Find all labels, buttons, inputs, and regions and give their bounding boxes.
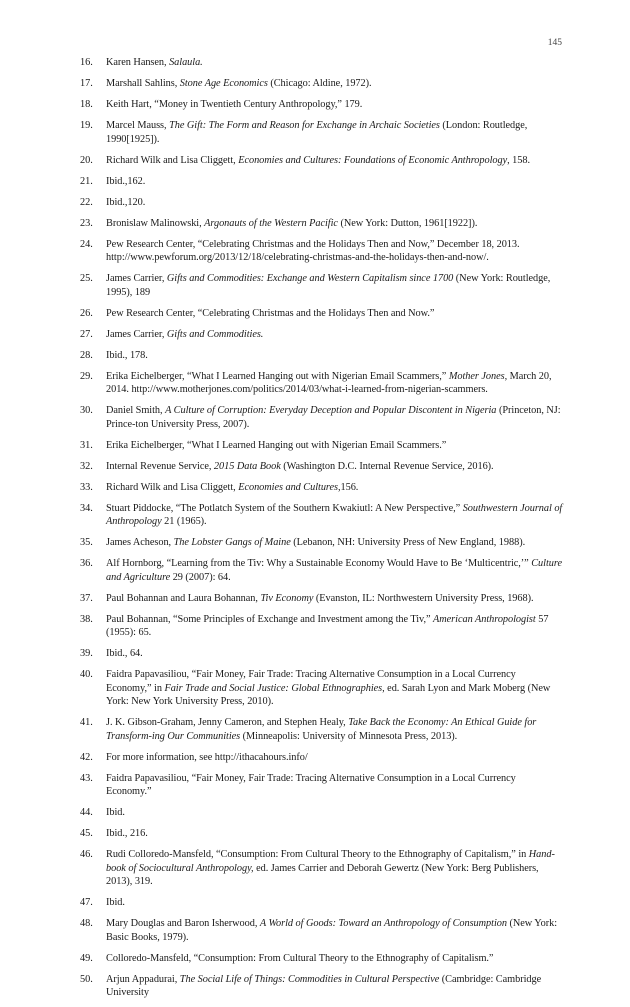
endnote-number: 48.	[80, 918, 93, 929]
endnote-item	[80, 827, 563, 841]
endnote-text	[106, 350, 148, 361]
page-number: 145	[547, 38, 562, 48]
endnote-text	[106, 503, 562, 528]
endnote-title-italic: A World of Goods: Toward an Anthropology of Consumption	[259, 918, 507, 929]
endnote-number: 28.	[80, 349, 93, 361]
endnote-text-segment: Stuart Piddocke, “The Potlatch System of the Southern Kwakiutl: A New Perspective,”	[106, 502, 463, 514]
endnote-text-segment: J. K. Gibson-Graham, Jenny Cameron, and Stephen Healy,	[106, 717, 349, 728]
endnote-text	[106, 218, 477, 229]
endnote-text-segment: Marcel Mauss,	[106, 120, 170, 131]
endnote-text	[106, 197, 145, 208]
endnote-text	[106, 773, 516, 798]
endnote-text	[106, 807, 125, 818]
endnote-item	[80, 439, 563, 453]
endnote-text-segment: Paul Bohannan and Laura Bohannan,	[106, 592, 261, 604]
endnote-item	[80, 647, 563, 661]
endnote-text	[106, 897, 125, 908]
endnote-text	[106, 558, 562, 583]
endnote-text-segment: ed. James Carrier and Deborah Gewertz (New York: Berg Publishers, 2013), 319.	[106, 862, 539, 887]
endnote-number: 19.	[80, 120, 93, 131]
endnote-text-segment: (London: Routledge, 1990[1925]).	[106, 120, 528, 145]
endnote-item	[80, 481, 563, 495]
endnote-number: 18.	[80, 99, 93, 110]
endnote-item	[80, 973, 563, 1000]
endnote-item	[80, 307, 563, 321]
endnote-text-segment: Ibid., 216.	[106, 828, 148, 839]
endnote-text-segment: Mary Douglas and Baron Isherwood,	[106, 918, 260, 929]
endnote-text-segment: Arjun Appadurai,	[106, 973, 180, 985]
endnote-item	[80, 238, 563, 265]
endnote-text-segment: 156.	[340, 481, 359, 493]
endnote-number: 26.	[80, 307, 93, 319]
endnote-title-italic: Mother Jones,	[448, 370, 508, 382]
endnote-text	[106, 176, 145, 187]
endnote-text	[106, 482, 358, 493]
endnote-text-segment: Internal Revenue Service,	[106, 460, 214, 472]
endnote-number: 23.	[80, 217, 93, 229]
endnote-title-italic: Fair Trade and Social Justice: Global Ethnographies,	[164, 682, 385, 694]
endnote-text-segment: Karen Hansen,	[106, 57, 170, 68]
endnote-title-italic: Culture and Agriculture	[106, 558, 562, 583]
endnote-text-segment: Ibid.	[106, 807, 125, 818]
endnote-number: 45.	[80, 828, 93, 839]
endnote-text-segment: Pew Research Center, “Celebrating Christmas and the Holidays Then and Now,” December 18, 2013. http://www.pewforum.org/2013/12/18/celebrating-christmas-and-the-holidays-then-and-now/.	[106, 238, 520, 263]
endnote-text-segment: Erika Eichelberger, “What I Learned Hanging out with Nigerian Email Scammers.”	[106, 439, 447, 451]
endnote-text	[106, 717, 536, 742]
endnote-text	[106, 849, 555, 887]
endnote-number: 33.	[80, 481, 93, 493]
endnote-text-segment: Colloredo-Mansfeld, “Consumption: From Cultural Theory to the Ethnography of Capitalism.”	[106, 952, 494, 964]
endnote-text-segment: 21 (1965).	[161, 516, 207, 527]
endnote-text-segment: (Chicago: Aldine, 1972).	[267, 78, 372, 89]
endnote-number: 39.	[80, 648, 93, 659]
endnote-text	[106, 537, 525, 548]
endnote-text	[106, 752, 308, 763]
endnote-item	[80, 349, 563, 363]
endnote-number: 25.	[80, 273, 93, 284]
endnote-text	[106, 329, 263, 340]
endnote-item	[80, 460, 563, 474]
endnote-title-italic: Stone Age Economics	[179, 78, 268, 89]
endnote-number: 44.	[80, 807, 93, 818]
endnote-text-segment: (Evanston, IL: Northwestern University Press, 1968).	[313, 592, 534, 604]
endnote-item	[80, 154, 563, 168]
endnote-text-segment: ed. Sarah Lyon and Mark Moberg (New York: New York University Press, 2010).	[106, 682, 551, 707]
endnote-item	[80, 917, 563, 944]
endnote-item	[80, 328, 563, 342]
endnote-text-segment: James Carrier,	[106, 328, 167, 340]
endnote-text-segment: Erika Eichelberger, “What I Learned Hanging out with Nigerian Email Scammers,”	[106, 370, 449, 382]
endnote-text	[106, 974, 541, 999]
endnote-number: 35.	[80, 537, 93, 548]
endnote-text-segment: Pew Research Center, “Celebrating Christmas and the Holidays Then and Now.”	[106, 307, 435, 319]
endnote-number: 32.	[80, 460, 93, 472]
endnote-number: 49.	[80, 952, 93, 964]
endnote-number: 21.	[80, 175, 93, 187]
endnote-item	[80, 668, 563, 709]
endnote-text-segment: Alf Hornborg, “Learning from the Tiv: Why a Sustainable Economy Would Have to Be ‘Multicentric,’”	[106, 558, 532, 569]
endnote-title-italic: American Anthropologist	[433, 613, 536, 625]
endnote-item	[80, 217, 563, 231]
endnote-item	[80, 751, 563, 765]
endnote-number: 30.	[80, 405, 93, 416]
endnote-text	[106, 669, 550, 707]
endnote-text-segment: Richard Wilk and Lisa Cliggett,	[106, 154, 239, 166]
endnote-text-segment: (Cambridge: Cambridge University	[106, 973, 542, 998]
endnote-text-segment: James Acheson,	[106, 537, 174, 548]
endnote-text	[106, 99, 362, 110]
endnote-number: 41.	[80, 717, 93, 728]
endnote-item	[80, 848, 563, 889]
endnote-item	[80, 56, 563, 70]
endnote-text	[106, 461, 494, 472]
endnote-text-segment: (Washington D.C. Internal Revenue Service, 2016).	[280, 460, 494, 472]
endnote-text	[106, 614, 548, 639]
endnote-title-italic: Economies and Cultures: Foundations of Economic Anthropology	[238, 154, 508, 166]
endnote-title-italic: A Culture of Corruption: Everyday Deception and Popular Discontent in Nigeria	[165, 405, 497, 416]
endnote-item	[80, 196, 563, 210]
endnote-text-segment: Daniel Smith,	[106, 405, 166, 416]
endnote-title-italic: Gifts and Commodities.	[166, 328, 264, 340]
endnote-text-segment: Ibid.,120.	[106, 196, 146, 208]
endnote-number: 27.	[80, 328, 93, 340]
endnote-item	[80, 952, 563, 966]
endnote-item	[80, 175, 563, 189]
endnote-text-segment: (New York: Routledge, 1995), 189	[106, 273, 551, 298]
endnote-number: 36.	[80, 558, 93, 569]
endnote-number: 20.	[80, 154, 93, 166]
endnote-text	[106, 953, 493, 964]
endnote-text-segment: Ibid.	[106, 897, 125, 908]
endnote-title-italic: Take Back the Economy: An Ethical Guide for Transform-ing Our Communities	[106, 717, 537, 742]
endnote-item	[80, 772, 563, 799]
endnote-text	[106, 78, 372, 89]
endnote-text-segment: (Lebanon, NH: University Press of New England, 1988).	[290, 537, 526, 548]
endnote-item	[80, 557, 563, 584]
endnote-number: 31.	[80, 439, 93, 451]
endnote-text-segment: March 20, 2014. http://www.motherjones.com/politics/2014/03/what-i-learned-from-nigerian-scammers.	[106, 370, 552, 395]
endnote-text	[106, 239, 520, 264]
endnote-item	[80, 592, 563, 606]
endnote-title-italic: 2015 Data Book	[213, 460, 281, 472]
endnote-title-italic: Argonauts of the Western Pacific	[204, 217, 338, 229]
endnote-text-segment: Faidra Papavasiliou, “Fair Money, Fair Trade: Tracing Alternative Consumption in a Local Currency Economy.”	[106, 772, 516, 797]
endnote-item	[80, 536, 563, 550]
endnote-number: 46.	[80, 849, 93, 860]
endnote-text	[106, 440, 446, 451]
endnote-item	[80, 502, 563, 529]
endnote-item	[80, 370, 563, 397]
endnote-text	[106, 155, 530, 166]
endnote-number: 34.	[80, 502, 93, 514]
endnote-title-italic: Salaula.	[169, 57, 203, 68]
endnote-number: 22.	[80, 196, 93, 208]
endnote-number: 42.	[80, 751, 93, 763]
endnote-text-segment: Keith Hart, “Money in Twentieth Century Anthropology,” 179.	[106, 99, 363, 110]
endnote-number: 40.	[80, 669, 93, 680]
endnote-item	[80, 613, 563, 640]
endnote-item	[80, 896, 563, 910]
endnote-text-segment: Faidra Papavasiliou, “Fair Money, Fair Trade: Tracing Alternative Consumption in a Local Currency Economy,” in	[106, 669, 516, 694]
endnote-number: 47.	[80, 897, 93, 908]
endnote-text-segment: Rudi Colloredo-Mansfeld, “Consumption: From Cultural Theory to the Ethnography of Capitalism,” in	[106, 849, 529, 860]
endnote-item	[80, 716, 563, 743]
endnote-text-segment: Ibid., 178.	[106, 349, 148, 361]
endnote-number: 24.	[80, 238, 93, 250]
endnotes-list	[80, 56, 563, 1007]
endnote-text-segment: Marshall Sahlins,	[106, 78, 180, 89]
endnote-text	[106, 308, 434, 319]
endnote-text-segment: James Carrier,	[106, 273, 167, 284]
endnote-text-segment: Paul Bohannan, “Some Principles of Exchange and Investment among the Tiv,”	[106, 613, 434, 625]
endnote-text-segment: Bronislaw Malinowski,	[106, 217, 205, 229]
endnote-item	[80, 404, 563, 431]
endnote-item	[80, 77, 563, 91]
endnote-title-italic: Hand-book of Sociocultural Anthropology,	[106, 849, 555, 874]
endnote-text-segment: For more information, see http://ithacahours.info/	[106, 751, 308, 763]
endnote-number: 17.	[80, 78, 93, 89]
endnote-title-italic: The Gift: The Form and Reason for Exchange in Archaic Societies	[169, 120, 440, 131]
endnote-number: 16.	[80, 57, 93, 68]
endnote-number: 50.	[80, 973, 93, 985]
endnote-number: 43.	[80, 772, 93, 784]
endnote-title-italic: The Lobster Gangs of Maine	[173, 537, 291, 548]
endnote-text-segment: (New York: Dutton, 1961[1922]).	[337, 217, 478, 229]
endnote-text-segment: 29 (2007): 64.	[170, 571, 231, 583]
endnote-item	[80, 272, 563, 299]
endnote-text-segment: (Princeton, NJ: Prince-ton University Press, 2007).	[106, 405, 561, 430]
endnote-title-italic: Southwestern Journal of Anthropology	[106, 502, 563, 527]
endnote-item	[80, 806, 563, 820]
endnote-number: 37.	[80, 592, 93, 604]
endnote-text	[106, 371, 552, 396]
endnote-text	[106, 273, 550, 298]
endnote-number: 38.	[80, 613, 93, 625]
endnote-text-segment: Ibid., 64.	[106, 648, 143, 659]
endnote-text	[106, 120, 527, 145]
endnote-item	[80, 119, 563, 146]
endnote-text	[106, 405, 561, 430]
endnote-text	[106, 648, 143, 659]
endnote-text-segment: (New York: Basic Books, 1979).	[106, 918, 558, 943]
endnote-text-segment: , 158.	[507, 154, 530, 166]
endnote-text-segment: 57 (1955): 65.	[106, 613, 549, 638]
endnote-text	[106, 593, 534, 604]
endnote-title-italic: Tiv Economy	[260, 592, 314, 604]
endnote-text-segment: Richard Wilk and Lisa Cliggett,	[106, 481, 239, 493]
endnote-text	[106, 57, 203, 68]
endnote-text	[106, 918, 557, 943]
endnote-number: 29.	[80, 370, 93, 382]
endnote-item	[80, 98, 563, 112]
endnote-text-segment: Ibid.,162.	[106, 175, 146, 187]
endnote-text-segment: (Minneapolis: University of Minnesota Press, 2013).	[240, 730, 458, 742]
endnote-title-italic: Economies and Cultures,	[238, 481, 341, 493]
endnote-title-italic: The Social Life of Things: Commodities in Cultural Perspective	[179, 973, 440, 985]
endnote-text	[106, 828, 148, 839]
endnote-title-italic: Gifts and Commodities: Exchange and Western Capitalism since 1700	[166, 273, 454, 284]
